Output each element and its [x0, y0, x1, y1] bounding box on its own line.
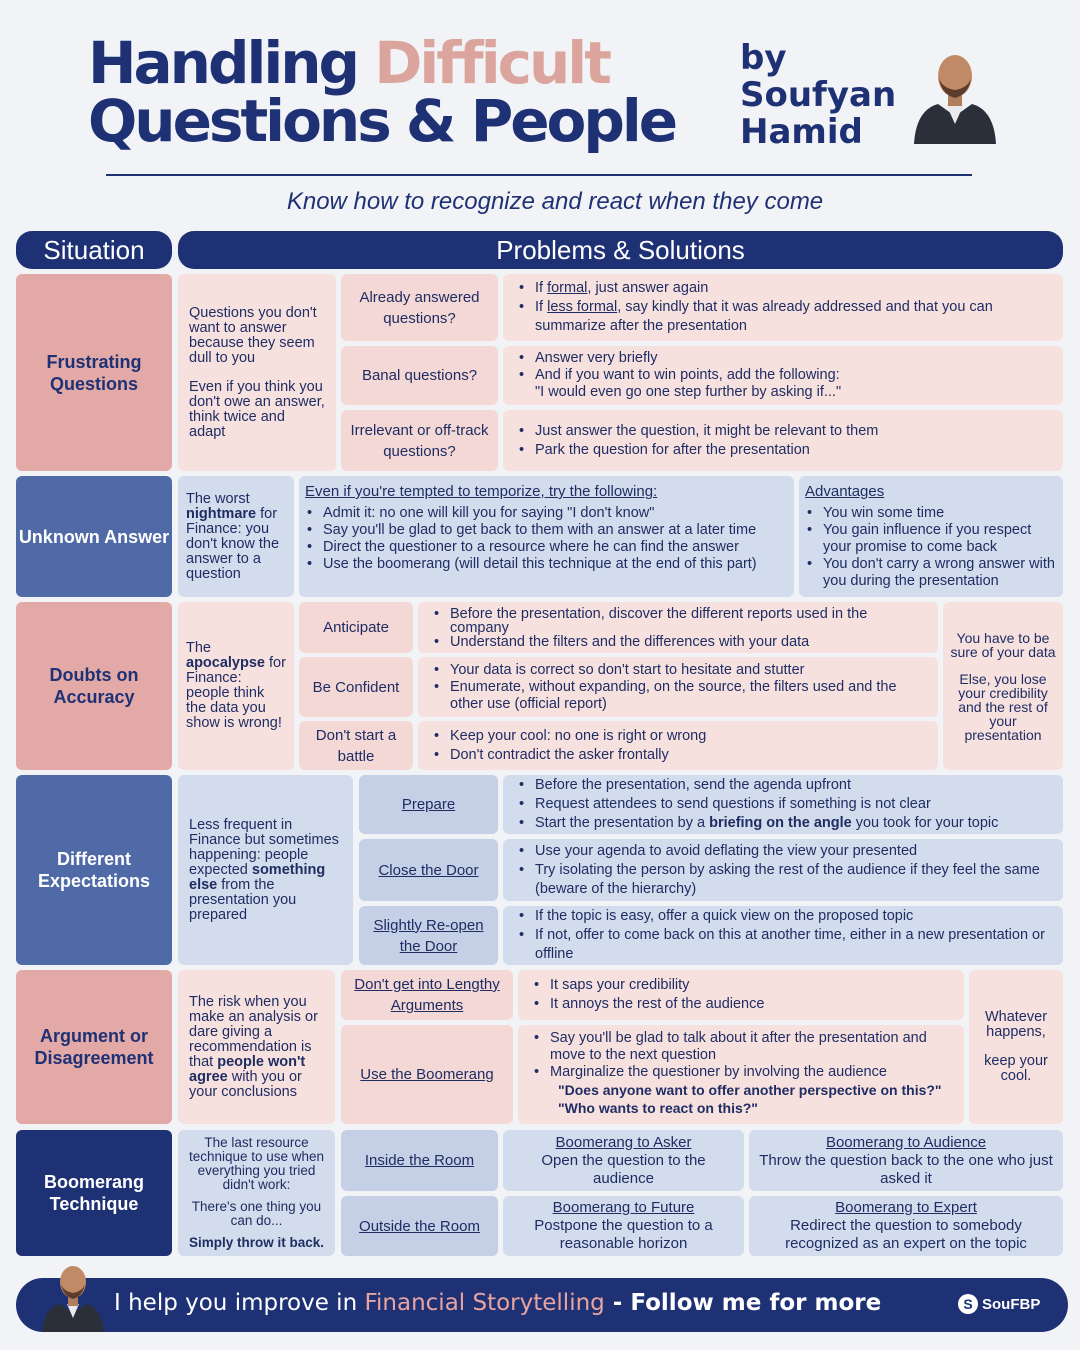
- solution-item: • You win some time: [805, 505, 1057, 522]
- solution-slightly-reopen-the-door: [503, 906, 1063, 965]
- frustrating-desc-2: Even if you think you don't owe an answer, think twice and adapt: [189, 378, 325, 440]
- solution-close-the-door: [503, 839, 1063, 901]
- solution-item: • Keep your cool: no one is right or wrong: [432, 727, 928, 746]
- problem-anticipate: Anticipate: [299, 602, 413, 653]
- boomerang-to-audience-text: Throw the question back to the one who just asked it: [759, 1151, 1053, 1187]
- problem-prepare: Prepare: [359, 775, 498, 834]
- frustrating-desc-1: Questions you don't want to answer because they seem dull to you: [189, 304, 317, 366]
- doubts-desc: The apocalypse for Finance: people think the data you show is wrong!: [186, 640, 286, 731]
- unknown-tactics-heading: Even if you're tempted to temporize, try the following:: [305, 483, 658, 500]
- situation-boomerang-technique: Boomerang Technique: [16, 1130, 172, 1256]
- problem-slightly-reopen-the-door: Slightly Re-open the Door: [359, 906, 498, 965]
- title-word-handling: Handling: [88, 29, 358, 97]
- description-doubts-on-accuracy: [178, 602, 294, 770]
- advantages-heading: Advantages: [805, 483, 885, 500]
- column-header-situation: Situation: [16, 231, 172, 269]
- solution-item: • If less formal, say kindly that it was already addressed and that you can summarize after the presentation: [517, 298, 1053, 336]
- solution-dont-start-a-battle: [418, 721, 938, 770]
- solution-prepare: [503, 775, 1063, 834]
- solution-item: • And if you want to win points, add the following: "I would even go one step further by asking if...": [517, 367, 1053, 401]
- author-byline: [740, 40, 896, 151]
- problem-banal-questions: Banal questions?: [341, 346, 498, 405]
- solution-item: • If the topic is easy, offer a quick view on the proposed topic: [517, 907, 1053, 926]
- boomerang-question-1: "Does anyone want to offer another perspective on this?": [558, 1082, 942, 1098]
- problem-close-the-door: Close the Door: [359, 839, 498, 901]
- author-photo: [908, 44, 1002, 144]
- expectations-desc: Less frequent in Finance but sometimes happening: people expected something else from the presentation you prepared: [189, 816, 339, 923]
- solution-anticipate: [418, 602, 938, 653]
- boomerang-outside-the-room: Outside the Room: [341, 1196, 498, 1256]
- doubts-side-note: [943, 602, 1063, 770]
- footer-author-photo: [38, 1258, 108, 1332]
- logo-text: SouFBP: [982, 1295, 1041, 1313]
- solution-lengthy-arguments: [518, 970, 964, 1020]
- header-divider: [106, 174, 972, 176]
- problem-dont-start-a-battle: Don't start a battle: [299, 721, 413, 770]
- solution-irrelevant-questions: [503, 410, 1063, 471]
- solution-item: • Before the presentation, send the agenda upfront: [517, 776, 1053, 795]
- situation-frustrating-questions: Frustrating Questions: [16, 274, 172, 471]
- boomerang-to-future-text: Postpone the question to a reasonable horizon: [534, 1217, 713, 1252]
- solution-item: • Enumerate, without expanding, on the source, the filters used and the other use (official report): [432, 679, 928, 713]
- description-frustrating-questions: [178, 274, 336, 471]
- boomerang-to-expert-title: Boomerang to Expert: [835, 1199, 977, 1216]
- doubts-side-note-2: Else, you lose your credibility and the rest of your presentation: [958, 670, 1048, 743]
- boomerang-question-2: "Who wants to react on this?": [558, 1100, 758, 1116]
- boomerang-to-asker: [503, 1130, 744, 1191]
- description-boomerang-technique: [178, 1130, 335, 1256]
- description-unknown-answer: [178, 476, 294, 597]
- unknown-advantages: [799, 476, 1063, 597]
- solution-item: • You gain influence if you respect your promise to come back: [805, 522, 1057, 556]
- solution-item: • If not, offer to come back on this at another time, either in a new presentation or offline: [517, 926, 1053, 964]
- solution-item: • It saps your credibility: [532, 976, 954, 995]
- solution-banal-questions: [503, 346, 1063, 405]
- situation-unknown-answer: Unknown Answer: [16, 476, 172, 597]
- argument-desc: The risk when you make an analysis or dare giving a recommendation is that people won't agree with you or your conclusions: [189, 993, 318, 1100]
- boomerang-to-future: [503, 1196, 744, 1256]
- byline-by: by: [740, 38, 787, 78]
- author-last-name: Hamid: [740, 112, 863, 152]
- solution-item: • Use your agenda to avoid deflating the view your presented: [517, 842, 1053, 861]
- boomerang-to-asker-text: Open the question to the audience: [541, 1151, 706, 1187]
- solution-item: • Use the boomerang (will detail this technique at the end of this part): [305, 556, 788, 573]
- solution-item: • Start the presentation by a briefing on the angle you took for your topic: [517, 814, 1053, 833]
- solution-item: • Understand the filters and the differences with your data: [432, 635, 928, 649]
- boomerang-to-audience-title: Boomerang to Audience: [825, 1133, 987, 1151]
- solution-item: • Your data is correct so don't start to hesitate and stutter: [432, 662, 928, 679]
- argument-side-note-2: keep your cool.: [984, 1053, 1048, 1084]
- doubts-side-note-1: You have to be sure of your data: [950, 629, 1056, 660]
- problem-dont-get-into-lengthy-arguments: Don't get into Lengthy Arguments: [341, 970, 513, 1020]
- unknown-tactics: [299, 476, 794, 597]
- boomerang-inside-the-room: Inside the Room: [341, 1130, 498, 1191]
- boomerang-desc-1: The last resource technique to use when everything you tried didn't work:: [188, 1135, 325, 1192]
- boomerang-to-audience: [749, 1130, 1063, 1191]
- unknown-desc: The worst nightmare for Finance: you don't know the answer to a question: [186, 490, 280, 582]
- problem-irrelevant-questions: Irrelevant or off-track questions?: [341, 410, 498, 471]
- solution-item: • Marginalize the questioner by involving the audience: [532, 1064, 954, 1081]
- boomerang-to-expert: [749, 1196, 1063, 1256]
- solution-item: • It annoys the rest of the audience: [532, 995, 954, 1014]
- problem-already-answered: Already answered questions?: [341, 274, 498, 341]
- problem-use-the-boomerang: Use the Boomerang: [341, 1025, 513, 1124]
- column-header-problems-solutions: Problems & Solutions: [178, 231, 1063, 269]
- situation-different-expectations: Different Expectations: [16, 775, 172, 965]
- description-different-expectations: [178, 775, 353, 965]
- title-line-2: Questions & People: [88, 87, 676, 155]
- solution-item: • If formal, just answer again: [517, 279, 1053, 298]
- solution-be-confident: [418, 657, 938, 717]
- solution-item: • Don't contradict the asker frontally: [432, 746, 928, 765]
- situation-doubts-on-accuracy: Doubts on Accuracy: [16, 602, 172, 770]
- title-line-1: [88, 29, 609, 97]
- boomerang-to-future-title: Boomerang to Future: [552, 1199, 695, 1216]
- solution-item: • Direct the questioner to a resource where he can find the answer: [305, 539, 788, 556]
- subtitle: Know how to recognize and react when they come: [286, 188, 824, 215]
- author-first-name: Soufyan: [740, 75, 897, 115]
- solution-already-answered: [503, 274, 1063, 341]
- solution-item: • Park the question for after the presentation: [517, 441, 1053, 460]
- boomerang-desc-2: There's one thing you can do...: [191, 1199, 322, 1228]
- description-argument-or-disagreement: [178, 970, 335, 1124]
- solution-item: • You don't carry a wrong answer with you during the presentation: [805, 556, 1057, 590]
- footer-cta: I help you improve in Financial Storytelling - Follow me for more: [114, 1290, 882, 1316]
- solution-item: • Say you'll be glad to get back to them with an answer at a later time: [305, 522, 788, 539]
- solution-item: • Say you'll be glad to talk about it after the presentation and move to the next question: [532, 1030, 954, 1064]
- problem-be-confident: Be Confident: [299, 657, 413, 717]
- boomerang-to-expert-text: Redirect the question to somebody recognized as an expert on the topic: [785, 1217, 1027, 1252]
- argument-side-note-1: Whatever happens,: [984, 1009, 1048, 1040]
- logo-mark: S: [958, 1294, 978, 1314]
- solution-item: • Request attendees to send questions if something is not clear: [517, 795, 1053, 814]
- soufbp-logo: [958, 1294, 1040, 1314]
- situation-argument-or-disagreement: Argument or Disagreement: [16, 970, 172, 1124]
- solution-item: • Before the presentation, discover the different reports used in the company: [432, 607, 928, 635]
- solution-use-the-boomerang: [518, 1025, 964, 1124]
- solution-item: • Admit it: no one will kill you for saying "I don't know": [305, 505, 788, 522]
- title-word-difficult: Difficult: [374, 29, 609, 97]
- solution-item: • Just answer the question, it might be relevant to them: [517, 422, 1053, 441]
- argument-side-note: [969, 970, 1063, 1124]
- solution-item: • Answer very briefly: [517, 350, 1053, 367]
- boomerang-to-asker-title: Boomerang to Asker: [555, 1133, 692, 1151]
- boomerang-desc-3: Simply throw it back.: [188, 1235, 325, 1250]
- solution-item: • Try isolating the person by asking the rest of the audience if they feel the same (beware of the hierarchy): [517, 861, 1053, 899]
